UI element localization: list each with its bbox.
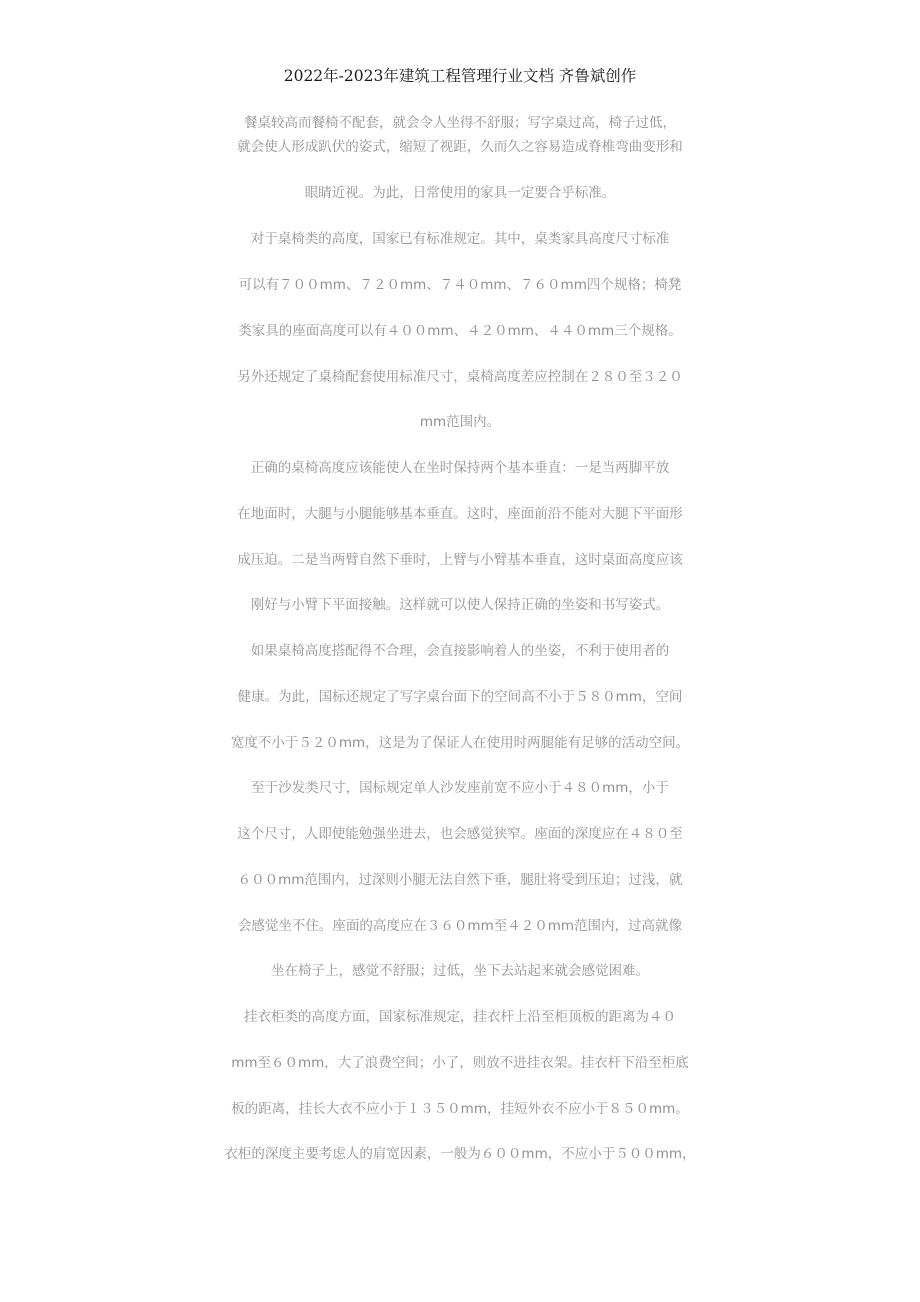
text-line: 在地面时，大腿与小腿能够基本垂直。这时，座面前沿不能对大腿下平面形 [237, 506, 683, 522]
text-line: mm至６０mm，大了浪费空间；小了，则放不进挂衣架。挂衣杆下沿至柜底 [231, 1055, 689, 1071]
text-line: 挂衣柜类的高度方面，国家标准规定，挂衣杆上沿至柜顶板的距离为４０ [244, 1009, 676, 1025]
text-line: 坐在椅子上，感觉不舒服；过低，坐下去站起来就会感觉困难。 [271, 963, 649, 979]
text-line: 类家具的座面高度可以有４００mm、４２０mm、４４０mm三个规格。 [238, 323, 682, 339]
text-line: 对于桌椅类的高度，国家已有标准规定。其中，桌类家具高度尺寸标准 [250, 231, 670, 247]
text-line: 可以有７００mm、７２０mm、７４０mm、７６０mm四个规格；椅凳 [238, 277, 682, 293]
text-line: 成压迫。二是当两臂自然下垂时，上臂与小臂基本垂直，这时桌面高度应该 [237, 552, 683, 568]
text-line: 眼睛近视。为此，日常使用的家具一定要合乎标准。 [304, 185, 616, 201]
text-line: mm范围内。 [419, 414, 501, 430]
text-line: 宽度不小于５２０mm，这是为了保证人在使用时两腿能有足够的活动空间。 [230, 735, 690, 751]
text-line: 餐桌较高而餐椅不配套，就会令人坐得不舒服；写字桌过高，椅子过低， [244, 115, 676, 131]
text-line: 另外还规定了桌椅配套使用标准尺寸，桌椅高度差应控制在２８０至３２０ [237, 369, 683, 385]
text-line: 这个尺寸，人即使能勉强坐进去，也会感觉狭窄。座面的深度应在４８０至 [237, 826, 683, 842]
text-line: 健康。为此，国标还规定了写字桌台面下的空间高不小于５８０mm，空间 [237, 689, 683, 705]
text-line: ６００mm范围内，过深则小腿无法自然下垂，腿肚将受到压迫；过浅，就 [237, 872, 683, 888]
text-line: 至于沙发类尺寸，国标规定单人沙发座前宽不应小于４８０mm，小于 [251, 780, 669, 796]
text-line: 会感觉坐不住。座面的高度应在３６０mm至４２０mm范围内，过高就像 [237, 918, 683, 934]
text-line: 衣柜的深度主要考虑人的肩宽因素，一般为６００mm，不应小于５００mm， [224, 1146, 696, 1162]
text-line: 就会使人形成趴伏的姿式，缩短了视距，久而久之容易造成脊椎弯曲变形和 [237, 139, 683, 155]
text-line: 正确的桌椅高度应该能使人在坐时保持两个基本垂直：一是当两脚平放 [250, 460, 670, 476]
text-line: 板的距离，挂长大衣不应小于１３５０mm，挂短外衣不应小于８５０mm。 [231, 1101, 689, 1117]
document-header: 2022年-2023年建筑工程管理行业文档 齐鲁斌创作 [283, 67, 637, 85]
text-line: 刚好与小臂下平面接触。这样就可以使人保持正确的坐姿和书写姿式。 [250, 597, 670, 613]
text-line: 如果桌椅高度搭配得不合理，会直接影响着人的坐姿，不利于使用者的 [250, 643, 670, 659]
